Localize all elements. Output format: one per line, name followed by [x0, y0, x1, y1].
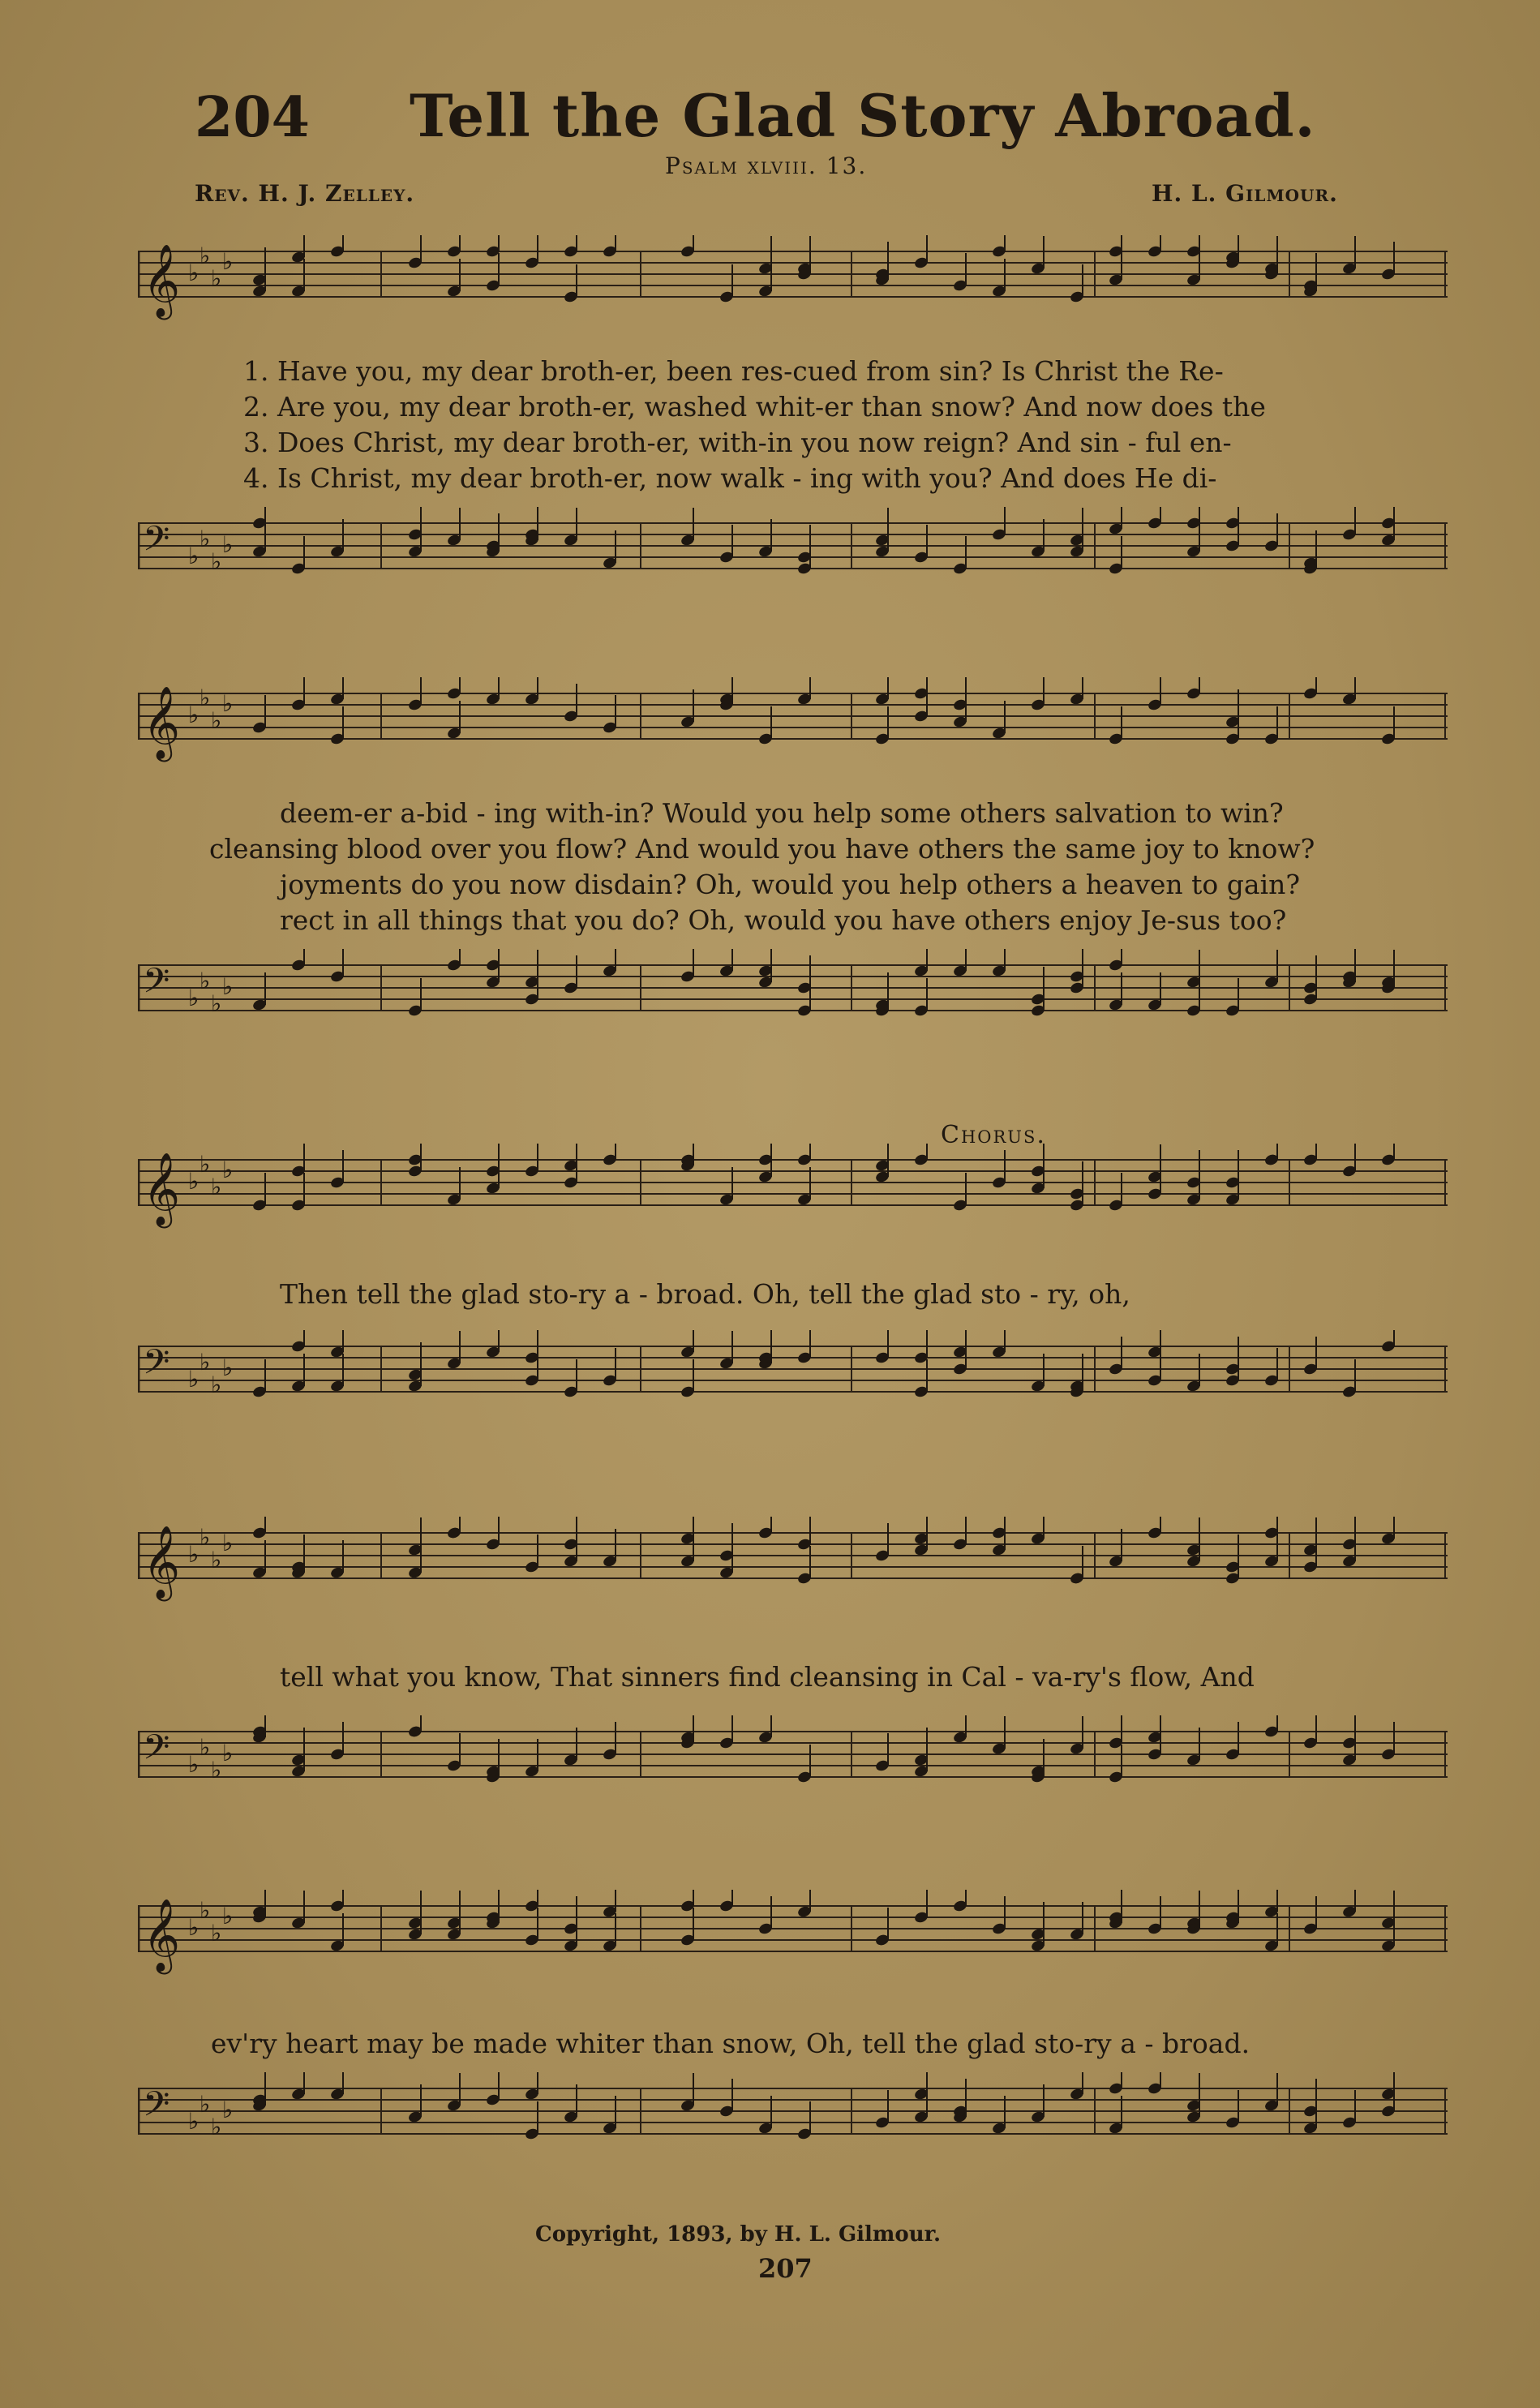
- flat-icon: ♭: [211, 1920, 222, 1947]
- flat-icon: ♭: [211, 265, 222, 292]
- lyricist-credit: Rev. H. J. Zelley.: [195, 180, 415, 207]
- flat-icon: ♭: [222, 973, 234, 1000]
- flat-icon: ♭: [199, 685, 211, 711]
- verse-line-3: joyments do you now disdain? Oh, would you help others a heaven to gain?: [280, 869, 1301, 900]
- flat-icon: ♭: [199, 526, 211, 552]
- treble-staff: [138, 677, 1448, 783]
- flat-icon: ♭: [211, 707, 222, 734]
- flat-icon: ♭: [199, 1897, 211, 1924]
- music-system-1: [138, 219, 1448, 641]
- flat-icon: ♭: [222, 690, 234, 717]
- scripture-reference: Psalm xlviii. 13.: [665, 152, 868, 179]
- treble-clef-icon: 𝄞: [143, 1152, 181, 1225]
- flat-icon: ♭: [222, 1740, 234, 1766]
- flat-icon: ♭: [222, 2097, 234, 2123]
- verse-line-1: deem-er a-bid - ing with-in? Would you help some others salvation to win?: [280, 797, 1284, 829]
- flat-icon: ♭: [211, 1757, 222, 1783]
- flat-icon: ♭: [188, 1366, 199, 1393]
- hymn-number: 204: [195, 85, 310, 150]
- flat-icon: ♭: [211, 2114, 222, 2140]
- music-system-4: [138, 1492, 1448, 1833]
- flat-icon: ♭: [199, 243, 211, 269]
- bass-staff: [138, 1330, 1448, 1436]
- composer-credit: H. L. Gilmour.: [1152, 180, 1338, 207]
- music-system-5: [138, 1865, 1448, 2206]
- flat-icon: ♭: [222, 1157, 234, 1183]
- treble-staff: [138, 1890, 1448, 1995]
- flat-icon: ♭: [188, 260, 199, 286]
- treble-clef-icon: 𝄞: [143, 1526, 181, 1599]
- flat-icon: ♭: [188, 1914, 199, 1941]
- chorus-line-3: ev'ry heart may be made whiter than snow, Oh, tell the glad sto-ry a - broad.: [211, 2028, 1250, 2059]
- flat-icon: ♭: [222, 1354, 234, 1381]
- verse-line-3: 3. Does Christ, my dear broth-er, with-in you now reign? And sin - ful en-: [243, 427, 1232, 458]
- flat-icon: ♭: [222, 531, 234, 558]
- copyright-notice: Copyright, 1893, by H. L. Gilmour.: [535, 2222, 942, 2247]
- treble-clef-icon: 𝄞: [143, 1899, 181, 1972]
- music-system-3: [138, 1119, 1448, 1460]
- bass-staff: [138, 1715, 1448, 1821]
- flat-icon: ♭: [211, 1174, 222, 1200]
- bass-staff: [138, 949, 1448, 1054]
- bass-clef-icon: 𝄢: [143, 2084, 170, 2133]
- flat-icon: ♭: [199, 1151, 211, 1178]
- flat-icon: ♭: [188, 702, 199, 728]
- flat-icon: ♭: [211, 548, 222, 575]
- bass-clef-icon: 𝄢: [143, 961, 170, 1010]
- hymn-title: Tell the Glad Story Abroad.: [410, 81, 1316, 150]
- verse-line-1: 1. Have you, my dear broth-er, been res-cued from sin? Is Christ the Re-: [243, 355, 1224, 387]
- flat-icon: ♭: [199, 2091, 211, 2118]
- treble-staff: [138, 1517, 1448, 1622]
- chorus-line-2: tell what you know, That sinners find cleansing in Cal - va-ry's flow, And: [280, 1661, 1255, 1693]
- page-number: 207: [758, 2253, 813, 2284]
- verse-line-4: rect in all things that you do? Oh, would you have others enjoy Je-sus too?: [280, 904, 1287, 936]
- bass-clef-icon: 𝄢: [143, 1728, 170, 1776]
- verse-line-2: 2. Are you, my dear broth-er, washed whit-er than snow? And now does the: [243, 391, 1266, 423]
- flat-icon: ♭: [199, 968, 211, 994]
- verse-line-4: 4. Is Christ, my dear broth-er, now walk - ing with you? And does He di-: [243, 462, 1217, 494]
- bass-staff: [138, 507, 1448, 612]
- flat-icon: ♭: [211, 1371, 222, 1398]
- flat-icon: ♭: [188, 2108, 199, 2135]
- treble-clef-icon: 𝄞: [143, 686, 181, 759]
- flat-icon: ♭: [211, 990, 222, 1017]
- treble-staff: [138, 1144, 1448, 1249]
- flat-icon: ♭: [211, 1547, 222, 1573]
- bass-clef-icon: 𝄢: [143, 519, 170, 568]
- flat-icon: ♭: [222, 248, 234, 275]
- music-system-2: [138, 661, 1448, 1083]
- flat-icon: ♭: [188, 1751, 199, 1778]
- flat-icon: ♭: [188, 985, 199, 1011]
- chorus-line-1: Then tell the glad sto-ry a - broad. Oh, tell the glad sto - ry, oh,: [280, 1278, 1130, 1310]
- flat-icon: ♭: [199, 1734, 211, 1761]
- verse-line-2: cleansing blood over you flow? And would you have others the same joy to know?: [209, 833, 1315, 865]
- flat-icon: ♭: [222, 1530, 234, 1556]
- flat-icon: ♭: [188, 1541, 199, 1568]
- treble-staff: [138, 235, 1448, 341]
- treble-clef-icon: 𝄞: [143, 244, 181, 317]
- chorus-label: Chorus.: [941, 1121, 1046, 1149]
- flat-icon: ♭: [199, 1349, 211, 1376]
- flat-icon: ♭: [199, 1524, 211, 1551]
- flat-icon: ♭: [222, 1903, 234, 1929]
- flat-icon: ♭: [188, 543, 199, 569]
- bass-clef-icon: 𝄢: [143, 1342, 170, 1391]
- flat-icon: ♭: [188, 1168, 199, 1195]
- bass-staff: [138, 2072, 1448, 2178]
